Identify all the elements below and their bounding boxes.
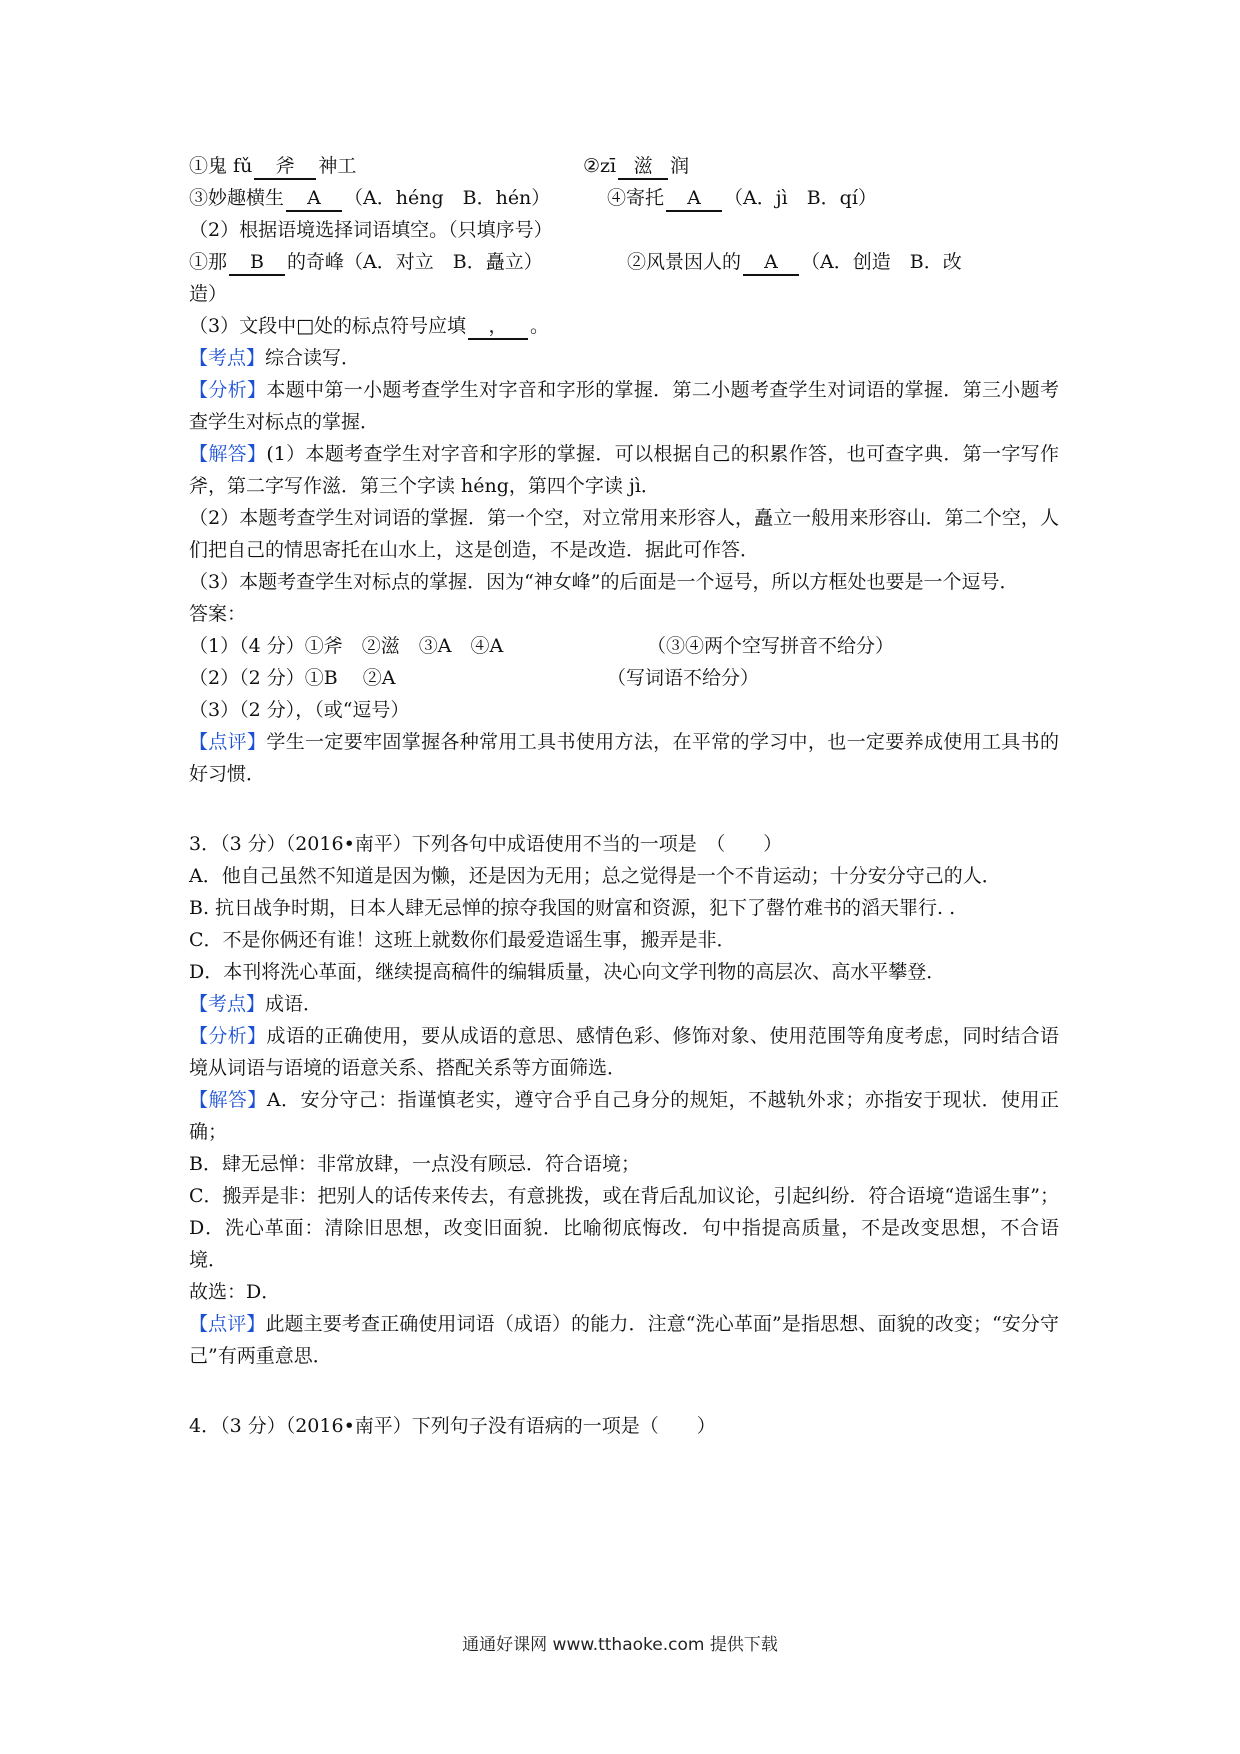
q3-stem: 3．（3 分）（2016•南平）下列各句中成语使用不当的一项是 （ ） (189, 833, 783, 855)
q2-row-2 (189, 182, 1059, 214)
q3-option-b: B. 抗日战争时期，日本人肆无忌惮的掠夺我国的财富和资源，犯下了罄竹难书的滔天罪行. . (189, 897, 956, 919)
answer-row-1: （1）（4 分）①斧 ②滋 ③A ④A （③④两个空写拼音不给分） (189, 635, 895, 657)
q3-option-c: C．不是你俩还有谁！这班上就数你们最爱造谣生事，搬弄是非． (189, 929, 736, 951)
q3-answer: 故选：D． (189, 1281, 281, 1303)
q2-line-6: （3）文段中□处的标点符号应填 ， 。 (189, 310, 1059, 342)
answer-blank: A (286, 186, 342, 212)
q3-fenxi: 【分析】成语的正确使用，要从成语的意思、感情色彩、修饰对象、使用范围等角度考虑，同时结合语境从词语与语境的语意关系、搭配关系等方面筛选． (189, 1025, 1059, 1079)
q2-r4-right: ②风景因人的 A （A．创造 B．改 (627, 246, 962, 278)
q2-line-3: （2）根据语境选择词语填空。（只填序号） (189, 219, 553, 241)
q3-jieda-c: C．搬弄是非：把别人的话传来传去，有意挑拨，或在背后乱加议论，引起纠纷．符合语境“造谣生事”； (189, 1185, 1059, 1207)
q2-r1-right: ②zī 滋 润 (583, 150, 689, 182)
q3-kaodian: 【考点】成语． (189, 993, 323, 1015)
answer-blank: B (229, 250, 285, 276)
answer-blank: A (666, 186, 722, 212)
q2-line-5: 造） (189, 283, 228, 305)
dianping-tag: 【点评】 (189, 731, 267, 753)
answer-blank: 斧 (254, 154, 316, 180)
q3-option-a: A．他自己虽然不知道是因为懒，还是因为无用；总之觉得是一个不肯运动；十分安分守己的人． (189, 865, 1001, 887)
q2-kaodian: 【考点】综合读写． (189, 347, 361, 369)
kaodian-tag: 【考点】 (189, 347, 266, 369)
q4-stem: 4．（3 分）（2016•南平）下列句子没有语病的一项是（ ） (189, 1415, 716, 1437)
answer-label: 答案： (189, 603, 247, 625)
q3-dianping: 【点评】此题主要考查正确使用词语（成语）的能力．注意“洗心革面”是指思想、面貌的改变；“安分守己”有两重意思． (189, 1313, 1059, 1367)
answer-blank: 滋 (618, 154, 668, 180)
jieda-tag: 【解答】 (189, 443, 267, 465)
fenxi-tag: 【分析】 (189, 1025, 267, 1047)
answer-row-3: （3）（2 分），（或“逗号） (189, 699, 410, 721)
q3-jieda-d: D．洗心革面：清除旧思想，改变旧面貌．比喻彻底悔改．句中指提高质量，不是改变思想，不合语境． (189, 1217, 1059, 1271)
q2-r2-left: ③妙趣横生 A （A．héng B．hén） (189, 187, 550, 209)
dianping-tag: 【点评】 (189, 1313, 266, 1335)
q3-option-d: D．本刊将洗心革面，继续提高稿件的编辑质量，决心向文学刊物的高层次、高水平攀登． (189, 961, 946, 983)
fenxi-tag: 【分析】 (189, 379, 267, 401)
q2-r2-right: ④寄托 A （A．jì B．qí） (607, 182, 877, 214)
q2-jieda-3: （3）本题考查学生对标点的掌握．因为“神女峰”的后面是一个逗号，所以方框处也要是一个逗号． (189, 571, 1019, 593)
q2-jieda-2: （2）本题考查学生对词语的掌握．第一个空，对立常用来形容人，矗立一般用来形容山．第二个空，人们把自己的情思寄托在山水上，这是创造，不是改造．据此可作答． (189, 507, 1059, 561)
q3-jieda: 【解答】A．安分守己：指谨慎老实，遵守合乎自己身分的规矩，不越轨外求；亦指安于现状．使用正确； (189, 1089, 1059, 1143)
q2-r1-left: ①鬼 fǔ 斧 神工 (189, 155, 356, 177)
q2-dianping: 【点评】学生一定要牢固掌握各种常用工具书使用方法，在平常的学习中，也一定要养成使用工具书的好习惯． (189, 731, 1059, 785)
page-footer: 通通好课网 www.tthaoke.com 提供下载 (462, 1635, 778, 1655)
q3-jieda-b: B．肆无忌惮：非常放肆，一点没有顾忌．符合语境； (189, 1153, 640, 1175)
jieda-tag: 【解答】 (189, 1089, 267, 1111)
q2-jieda: 【解答】(1）本题考查学生对字音和字形的掌握．可以根据自己的积累作答，也可查字典．第一字写作斧，第二字写作滋．第三个字读 héng，第四个字读 jì． (189, 443, 1059, 497)
q2-row-1 (189, 150, 1059, 182)
kaodian-tag: 【考点】 (189, 993, 266, 1015)
q2-fenxi: 【分析】本题中第一小题考查学生对字音和字形的掌握．第二小题考查学生对词语的掌握．第三小题考查学生对标点的掌握． (189, 379, 1059, 433)
q2-row-4 (189, 246, 1059, 278)
answer-blank: A (743, 250, 799, 276)
document-page (189, 150, 1059, 1442)
answer-blank: ， (468, 314, 528, 340)
q2-r4-left: ①那 B 的奇峰（A．对立 B．矗立） (189, 251, 543, 273)
answer-row-2: （2）（2 分）①B ②A （写词语不给分） (189, 667, 760, 689)
